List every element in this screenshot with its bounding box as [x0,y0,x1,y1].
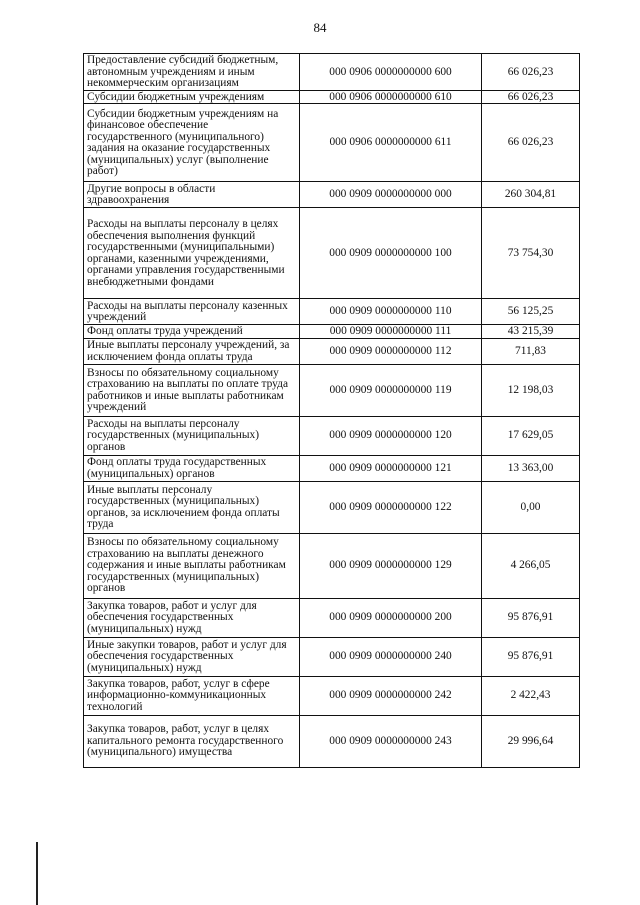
row-code: 000 0906 0000000000 611 [300,104,482,182]
row-code: 000 0909 0000000000 111 [300,325,482,339]
row-name: Другие вопросы в области здравоохранения [84,182,300,208]
row-name: Субсидии бюджетным учреждениям на финансовое обеспечение государственного (муниципального) задания на оказание государственных (муниципальных) услуг (выполнение работ) [84,104,300,182]
row-code: 000 0909 0000000000 119 [300,364,482,416]
row-code: 000 0909 0000000000 121 [300,455,482,481]
row-amount: 711,83 [482,338,580,364]
row-name: Иные выплаты персоналу учреждений, за исключением фонда оплаты труда [84,338,300,364]
row-amount: 66 026,23 [482,90,580,104]
row-name: Субсидии бюджетным учреждениям [84,90,300,104]
row-code: 000 0909 0000000000 122 [300,481,482,533]
table-row [84,54,580,91]
row-code: 000 0909 0000000000 242 [300,676,482,715]
row-amount: 17 629,05 [482,416,580,455]
table-row [84,676,580,715]
row-name: Закупка товаров, работ, услуг в сфере информационно-коммуникационных технологий [84,676,300,715]
row-name: Закупка товаров, работ и услуг для обеспечения государственных (муниципальных) нужд [84,598,300,637]
row-amount: 95 876,91 [482,637,580,676]
page-number: 84 [313,20,327,35]
table-row [84,637,580,676]
row-code: 000 0906 0000000000 610 [300,90,482,104]
table-row [84,299,580,325]
row-amount: 66 026,23 [482,104,580,182]
table-row [84,533,580,598]
budget-table [83,53,580,768]
row-code: 000 0906 0000000000 600 [300,54,482,91]
row-name: Расходы на выплаты персоналу казенных учреждений [84,299,300,325]
row-name: Взносы по обязательному социальному страхованию на выплаты денежного содержания и иные выплаты работникам государственных (муниципальных) органов [84,533,300,598]
row-code: 000 0909 0000000000 000 [300,182,482,208]
row-name: Предоставление субсидий бюджетным, автономным учреждениям и иным некоммерческим организациям [84,54,300,91]
row-amount: 260 304,81 [482,182,580,208]
row-code: 000 0909 0000000000 110 [300,299,482,325]
row-amount: 73 754,30 [482,208,580,299]
row-amount: 66 026,23 [482,54,580,91]
row-amount: 95 876,91 [482,598,580,637]
table-row [84,364,580,416]
row-code: 000 0909 0000000000 200 [300,598,482,637]
table-row [84,416,580,455]
row-amount: 0,00 [482,481,580,533]
row-name: Закупка товаров, работ, услуг в целях капитального ремонта государственного (муниципального) имущества [84,715,300,767]
row-amount: 56 125,25 [482,299,580,325]
table-row [84,182,580,208]
row-name: Расходы на выплаты персоналу государственных (муниципальных) органов [84,416,300,455]
table-row [84,325,580,339]
row-code: 000 0909 0000000000 100 [300,208,482,299]
row-amount: 43 215,39 [482,325,580,339]
row-code: 000 0909 0000000000 243 [300,715,482,767]
row-code: 000 0909 0000000000 240 [300,637,482,676]
table-row [84,455,580,481]
row-amount: 29 996,64 [482,715,580,767]
row-name: Фонд оплаты труда государственных (муниципальных) органов [84,455,300,481]
row-name: Иные выплаты персоналу государственных (муниципальных) органов, за исключением фонда оплаты труда [84,481,300,533]
row-code: 000 0909 0000000000 120 [300,416,482,455]
table-row [84,715,580,767]
row-amount: 4 266,05 [482,533,580,598]
row-name: Фонд оплаты труда учреждений [84,325,300,339]
table-row [84,208,580,299]
table-row [84,598,580,637]
row-name: Взносы по обязательному социальному страхованию на выплаты по оплате труда работников и иные выплаты работникам учреждений [84,364,300,416]
row-name: Расходы на выплаты персоналу в целях обеспечения выполнения функций государственными (муниципальными) органами, казенными учреждениями, органами управления государственными внебюджетными фондами [84,208,300,299]
table-row [84,90,580,104]
row-amount: 2 422,43 [482,676,580,715]
scan-edge-mark [36,842,38,905]
row-amount: 13 363,00 [482,455,580,481]
row-name: Иные закупки товаров, работ и услуг для обеспечения государственных (муниципальных) нужд [84,637,300,676]
table-row [84,338,580,364]
row-code: 000 0909 0000000000 112 [300,338,482,364]
row-code: 000 0909 0000000000 129 [300,533,482,598]
table-row [84,481,580,533]
row-amount: 12 198,03 [482,364,580,416]
table-row [84,104,580,182]
